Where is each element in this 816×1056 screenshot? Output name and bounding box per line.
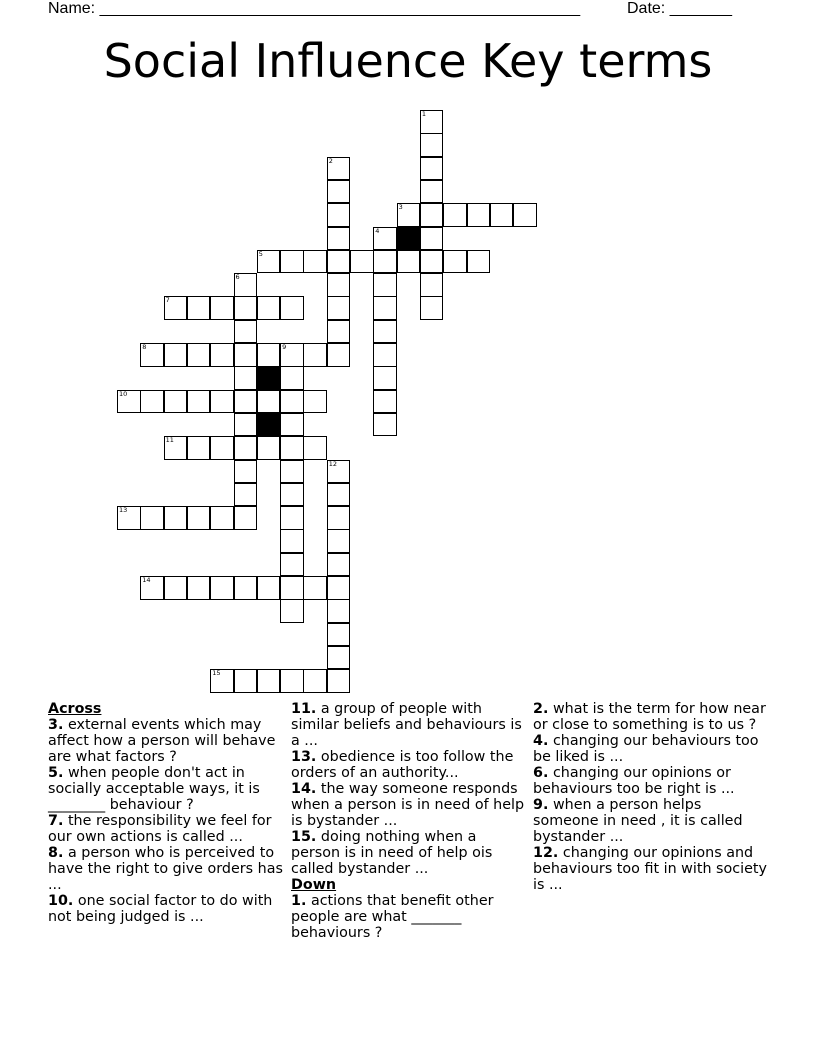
grid-cell[interactable] bbox=[327, 460, 351, 484]
clue-number: 7 bbox=[165, 296, 170, 305]
clue-down-9: 9. when a person helps someone in need , it is called bystander ... bbox=[533, 797, 743, 845]
clues-column-2 bbox=[291, 701, 529, 941]
clue-across-10: 10. one social factor to do with not being judged is ... bbox=[48, 893, 273, 925]
grid-cell[interactable] bbox=[280, 343, 304, 367]
grid-cell[interactable] bbox=[303, 436, 327, 460]
clue-number: 10 bbox=[119, 389, 128, 398]
clue-across-11: 11. a group of people with similar beliefs and behaviours is a ... bbox=[291, 701, 522, 749]
clue-across-13: 13. obedience is too follow the orders of an authority... bbox=[291, 749, 514, 781]
across-heading: Across bbox=[48, 701, 102, 717]
grid-cell[interactable] bbox=[327, 320, 351, 344]
grid-cell[interactable] bbox=[210, 436, 234, 460]
grid-cell[interactable] bbox=[234, 436, 258, 460]
grid-cell[interactable] bbox=[420, 250, 444, 274]
grid-cell[interactable] bbox=[280, 460, 304, 484]
grid-cell[interactable] bbox=[373, 227, 397, 251]
grid-cell[interactable] bbox=[373, 390, 397, 414]
grid-cell[interactable] bbox=[327, 529, 351, 553]
grid-cell[interactable] bbox=[373, 343, 397, 367]
grid-cell[interactable] bbox=[164, 343, 188, 367]
clue-number: 13 bbox=[119, 506, 128, 515]
grid-cell[interactable] bbox=[234, 273, 258, 297]
grid-cell[interactable] bbox=[187, 576, 211, 600]
clue-down-2: 2. what is the term for how near or close to something is to us ? bbox=[533, 701, 766, 733]
grid-cell[interactable] bbox=[234, 483, 258, 507]
grid-cell[interactable] bbox=[164, 436, 188, 460]
grid-cell[interactable] bbox=[280, 576, 304, 600]
clues-column-1 bbox=[48, 701, 286, 925]
grid-cell[interactable] bbox=[303, 390, 327, 414]
grid-cell[interactable] bbox=[187, 296, 211, 320]
grid-cell[interactable] bbox=[420, 273, 444, 297]
grid-cell[interactable] bbox=[234, 669, 258, 693]
grid-cell[interactable] bbox=[234, 366, 258, 390]
grid-cell[interactable] bbox=[327, 343, 351, 367]
clue-across-15: 15. doing nothing when a person is in need of help ois called bystander ... bbox=[291, 829, 493, 877]
clue-number: 12 bbox=[328, 459, 337, 468]
clue-number: 4 bbox=[375, 226, 380, 235]
grid-cell[interactable] bbox=[443, 250, 467, 274]
clue-number: 14 bbox=[142, 576, 151, 584]
grid-cell[interactable] bbox=[303, 343, 327, 367]
grid-cell[interactable] bbox=[234, 390, 258, 414]
clue-across-7: 7. the responsibility we feel for our own actions is called ... bbox=[48, 813, 272, 845]
grid-cell[interactable] bbox=[350, 250, 374, 274]
grid-cell[interactable] bbox=[327, 599, 351, 623]
grid-cell[interactable] bbox=[513, 203, 537, 227]
grid-cell[interactable] bbox=[234, 413, 258, 437]
grid-cell[interactable] bbox=[257, 576, 281, 600]
grid-cell[interactable] bbox=[210, 343, 234, 367]
grid-cell[interactable] bbox=[327, 623, 351, 647]
grid-cell[interactable] bbox=[327, 250, 351, 274]
grid-cell[interactable] bbox=[397, 250, 421, 274]
clue-number: 15 bbox=[212, 669, 221, 678]
grid-cell[interactable] bbox=[327, 506, 351, 530]
grid-cell[interactable] bbox=[210, 576, 234, 600]
grid-cell[interactable] bbox=[280, 250, 304, 274]
grid-cell[interactable] bbox=[327, 669, 351, 693]
grid-cell[interactable] bbox=[327, 180, 351, 204]
grid-cell[interactable] bbox=[280, 436, 304, 460]
grid-cell[interactable] bbox=[234, 506, 258, 530]
clue-down-4: 4. changing our behaviours too be liked is ... bbox=[533, 733, 759, 765]
clue-across-5: 5. when people don't act in socially acceptable ways, it is ________ behaviour ? bbox=[48, 765, 260, 813]
clue-across-14: 14. the way someone responds when a person is in need of help is bystander ... bbox=[291, 781, 525, 829]
grid-cell[interactable] bbox=[327, 203, 351, 227]
clue-number: 9 bbox=[282, 343, 287, 351]
grid-cell[interactable] bbox=[257, 250, 281, 274]
grid-cell[interactable] bbox=[187, 506, 211, 530]
clue-number: 1 bbox=[421, 110, 427, 118]
date-field-label: Date: _______ bbox=[627, 0, 732, 17]
grid-cell[interactable] bbox=[373, 413, 397, 437]
clues-column-3 bbox=[533, 701, 769, 893]
grid-cell[interactable] bbox=[327, 273, 351, 297]
grid-cell[interactable] bbox=[373, 273, 397, 297]
clue-across-8: 8. a person who is perceived to have the right to give orders has ... bbox=[48, 845, 283, 893]
grid-cell[interactable] bbox=[443, 203, 467, 227]
grid-cell[interactable] bbox=[234, 576, 258, 600]
grid-cell[interactable] bbox=[280, 669, 304, 693]
grid-cell[interactable] bbox=[420, 110, 444, 134]
grid-cell[interactable] bbox=[303, 250, 327, 274]
grid-cell[interactable] bbox=[234, 343, 258, 367]
grid-cell[interactable] bbox=[257, 343, 281, 367]
clue-number: 6 bbox=[235, 273, 240, 282]
grid-cell[interactable] bbox=[327, 553, 351, 577]
clue-number: 8 bbox=[142, 343, 147, 351]
grid-cell[interactable] bbox=[234, 460, 258, 484]
grid-cell[interactable] bbox=[210, 669, 234, 693]
grid-cell[interactable] bbox=[420, 296, 444, 320]
clue-down-1: 1. actions that benefit other people are what _______ behaviours ? bbox=[291, 893, 494, 941]
grid-cell[interactable] bbox=[234, 320, 258, 344]
grid-black-cell bbox=[257, 366, 281, 390]
grid-cell[interactable] bbox=[373, 250, 397, 274]
grid-cell[interactable] bbox=[117, 390, 141, 414]
grid-cell[interactable] bbox=[327, 296, 351, 320]
grid-cell[interactable] bbox=[257, 669, 281, 693]
grid-cell[interactable] bbox=[140, 390, 164, 414]
grid-cell[interactable] bbox=[257, 296, 281, 320]
grid-cell[interactable] bbox=[164, 506, 188, 530]
grid-cell[interactable] bbox=[420, 157, 444, 181]
grid-cell[interactable] bbox=[303, 669, 327, 693]
grid-cell[interactable] bbox=[164, 390, 188, 414]
clue-number: 2 bbox=[328, 156, 333, 165]
grid-cell[interactable] bbox=[164, 576, 188, 600]
grid-cell[interactable] bbox=[327, 227, 351, 251]
grid-cell[interactable] bbox=[210, 390, 234, 414]
grid-cell[interactable] bbox=[490, 203, 514, 227]
grid-cell[interactable] bbox=[187, 343, 211, 367]
grid-cell[interactable] bbox=[280, 506, 304, 530]
grid-cell[interactable] bbox=[373, 296, 397, 320]
grid-cell[interactable] bbox=[373, 366, 397, 390]
grid-black-cell bbox=[257, 413, 281, 437]
grid-cell[interactable] bbox=[280, 390, 304, 414]
grid-cell[interactable] bbox=[280, 413, 304, 437]
grid-cell[interactable] bbox=[280, 529, 304, 553]
grid-cell[interactable] bbox=[467, 203, 491, 227]
grid-cell[interactable] bbox=[280, 366, 304, 390]
grid-cell[interactable] bbox=[467, 250, 491, 274]
grid-cell[interactable] bbox=[280, 599, 304, 623]
grid-cell[interactable] bbox=[280, 483, 304, 507]
clue-number: 3 bbox=[398, 203, 403, 212]
name-field-label: Name: ______________________________________________________ bbox=[48, 0, 581, 17]
grid-cell[interactable] bbox=[234, 296, 258, 320]
grid-cell[interactable] bbox=[303, 576, 327, 600]
page-title: Social Influence Key terms bbox=[103, 34, 713, 88]
clue-down-6: 6. changing our opinions or behaviours too be right is ... bbox=[533, 765, 735, 797]
grid-cell[interactable] bbox=[187, 390, 211, 414]
grid-cell[interactable] bbox=[327, 576, 351, 600]
grid-cell[interactable] bbox=[373, 320, 397, 344]
down-heading: Down bbox=[291, 877, 337, 893]
grid-cell[interactable] bbox=[327, 483, 351, 507]
grid-cell[interactable] bbox=[397, 203, 421, 227]
grid-cell[interactable] bbox=[420, 203, 444, 227]
grid-cell[interactable] bbox=[327, 646, 351, 670]
grid-cell[interactable] bbox=[117, 506, 141, 530]
clue-number: 5 bbox=[258, 249, 263, 258]
grid-cell[interactable] bbox=[164, 296, 188, 320]
clue-across-3: 3. external events which may affect how a person will behave are what factors ? bbox=[48, 717, 276, 765]
grid-cell[interactable] bbox=[420, 133, 444, 157]
grid-cell[interactable] bbox=[210, 296, 234, 320]
clue-down-12: 12. changing our opinions and behaviours too fit in with society is ... bbox=[533, 845, 767, 893]
grid-cell[interactable] bbox=[140, 576, 164, 600]
grid-cell[interactable] bbox=[140, 343, 164, 367]
grid-cell[interactable] bbox=[280, 553, 304, 577]
grid-cell[interactable] bbox=[140, 506, 164, 530]
grid-black-cell bbox=[397, 227, 421, 251]
grid-cell[interactable] bbox=[210, 506, 234, 530]
grid-cell[interactable] bbox=[420, 180, 444, 204]
grid-cell[interactable] bbox=[280, 296, 304, 320]
grid-cell[interactable] bbox=[257, 436, 281, 460]
grid-cell[interactable] bbox=[420, 227, 444, 251]
clue-number: 11 bbox=[165, 436, 174, 445]
grid-cell[interactable] bbox=[327, 157, 351, 181]
grid-cell[interactable] bbox=[257, 390, 281, 414]
grid-cell[interactable] bbox=[187, 436, 211, 460]
